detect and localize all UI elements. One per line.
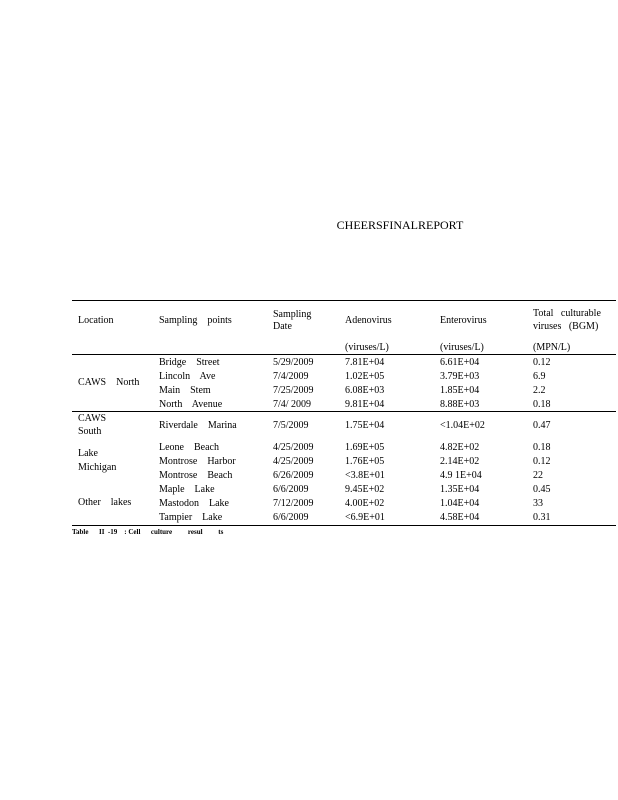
group-label-caws-south-1: CAWS bbox=[78, 413, 107, 424]
cell-total-culturable: 0.18 bbox=[533, 442, 551, 453]
cell-enterovirus: 2.14E+02 bbox=[440, 456, 480, 467]
cell-adenovirus: 6.08E+03 bbox=[345, 385, 385, 396]
cell-enterovirus: 8.88E+03 bbox=[440, 399, 480, 410]
cell-enterovirus: 4.9 1E+04 bbox=[440, 470, 482, 481]
cell-sampling-date: 5/29/2009 bbox=[273, 357, 314, 368]
cell-sampling-point: Montrose Beach bbox=[159, 470, 233, 481]
cell-sampling-date: 6/6/2009 bbox=[273, 484, 309, 495]
cell-enterovirus: 1.04E+04 bbox=[440, 498, 480, 509]
col-header-adenovirus: Adenovirus bbox=[345, 315, 392, 326]
cell-total-culturable: 6.9 bbox=[533, 371, 546, 382]
cell-enterovirus: 4.58E+04 bbox=[440, 512, 480, 523]
cell-adenovirus: 1.76E+05 bbox=[345, 456, 385, 467]
cell-sampling-point: Riverdale Marina bbox=[159, 420, 237, 431]
cell-enterovirus: 1.35E+04 bbox=[440, 484, 480, 495]
cell-enterovirus: 6.61E+04 bbox=[440, 357, 480, 368]
cell-adenovirus: 7.81E+04 bbox=[345, 357, 385, 368]
cell-enterovirus: 4.82E+02 bbox=[440, 442, 480, 453]
cell-adenovirus: <6.9E+01 bbox=[345, 512, 385, 523]
cell-sampling-point: Lincoln Ave bbox=[159, 371, 216, 382]
col-header-sampling-date-1: Sampling bbox=[273, 309, 312, 320]
col-header-location: Location bbox=[78, 315, 114, 326]
group-label-caws-north: CAWS North bbox=[78, 377, 140, 388]
cell-sampling-date: 6/6/2009 bbox=[273, 512, 309, 523]
cell-sampling-date: 4/25/2009 bbox=[273, 442, 314, 453]
cell-sampling-point: Bridge Street bbox=[159, 357, 220, 368]
cell-total-culturable: 0.12 bbox=[533, 456, 551, 467]
cell-adenovirus: 9.81E+04 bbox=[345, 399, 385, 410]
cell-total-culturable: 33 bbox=[533, 498, 543, 509]
cell-sampling-date: 7/12/2009 bbox=[273, 498, 314, 509]
cell-sampling-date: 7/25/2009 bbox=[273, 385, 314, 396]
cell-sampling-point: North Avenue bbox=[159, 399, 223, 410]
cell-sampling-point: Leone Beach bbox=[159, 442, 219, 453]
group-label-lake-michigan-2: Michigan bbox=[78, 462, 117, 473]
col-header-total-2: viruses (BGM) bbox=[533, 321, 599, 332]
cell-total-culturable: 0.45 bbox=[533, 484, 551, 495]
cell-total-culturable: 0.47 bbox=[533, 420, 551, 431]
cell-total-culturable: 0.31 bbox=[533, 512, 551, 523]
cell-adenovirus: 1.69E+05 bbox=[345, 442, 385, 453]
cell-total-culturable: 0.18 bbox=[533, 399, 551, 410]
group-label-caws-south-2: South bbox=[78, 426, 102, 437]
cell-adenovirus: <3.8E+01 bbox=[345, 470, 385, 481]
col-header-sampling-points: Sampling points bbox=[159, 315, 232, 326]
table-top-rule bbox=[72, 300, 616, 301]
table-bottom-rule bbox=[72, 525, 616, 526]
col-header-enterovirus: Enterovirus bbox=[440, 315, 487, 326]
cell-sampling-point: Maple Lake bbox=[159, 484, 215, 495]
cell-sampling-date: 7/5/2009 bbox=[273, 420, 309, 431]
cell-total-culturable: 22 bbox=[533, 470, 543, 481]
cell-sampling-point: Montrose Harbor bbox=[159, 456, 236, 467]
cell-adenovirus: 1.75E+04 bbox=[345, 420, 385, 431]
cell-total-culturable: 0.12 bbox=[533, 357, 551, 368]
page-header: CHEERSFINALREPORT bbox=[336, 218, 464, 232]
group-label-other-lakes: Other lakes bbox=[78, 497, 132, 508]
cell-sampling-date: 6/26/2009 bbox=[273, 470, 314, 481]
col-header-sampling-date-2: Date bbox=[273, 321, 292, 332]
cell-enterovirus: <1.04E+02 bbox=[440, 420, 485, 431]
cell-sampling-date: 4/25/2009 bbox=[273, 456, 314, 467]
cell-sampling-date: 7/4/2009 bbox=[273, 371, 309, 382]
cell-enterovirus: 3.79E+03 bbox=[440, 371, 480, 382]
cell-adenovirus: 1.02E+05 bbox=[345, 371, 385, 382]
caws-north-separator bbox=[72, 411, 616, 412]
unit-enterovirus: (viruses/L) bbox=[440, 342, 484, 353]
cell-enterovirus: 1.85E+04 bbox=[440, 385, 480, 396]
cell-sampling-point: Main Stem bbox=[159, 385, 211, 396]
cell-sampling-date: 7/4/ 2009 bbox=[273, 399, 312, 410]
unit-adenovirus: (viruses/L) bbox=[345, 342, 389, 353]
col-header-total-1: Total culturable bbox=[533, 308, 601, 319]
unit-total: (MPN/L) bbox=[533, 342, 571, 353]
cell-sampling-point: Tampier Lake bbox=[159, 512, 223, 523]
cell-total-culturable: 2.2 bbox=[533, 385, 546, 396]
cell-adenovirus: 4.00E+02 bbox=[345, 498, 385, 509]
cell-adenovirus: 9.45E+02 bbox=[345, 484, 385, 495]
cell-sampling-point: Mastodon Lake bbox=[159, 498, 229, 509]
header-bottom-rule bbox=[72, 354, 616, 355]
table-caption: Table II -19 : Cell culture resul ts bbox=[72, 528, 224, 536]
group-label-lake-michigan-1: Lake bbox=[78, 448, 98, 459]
